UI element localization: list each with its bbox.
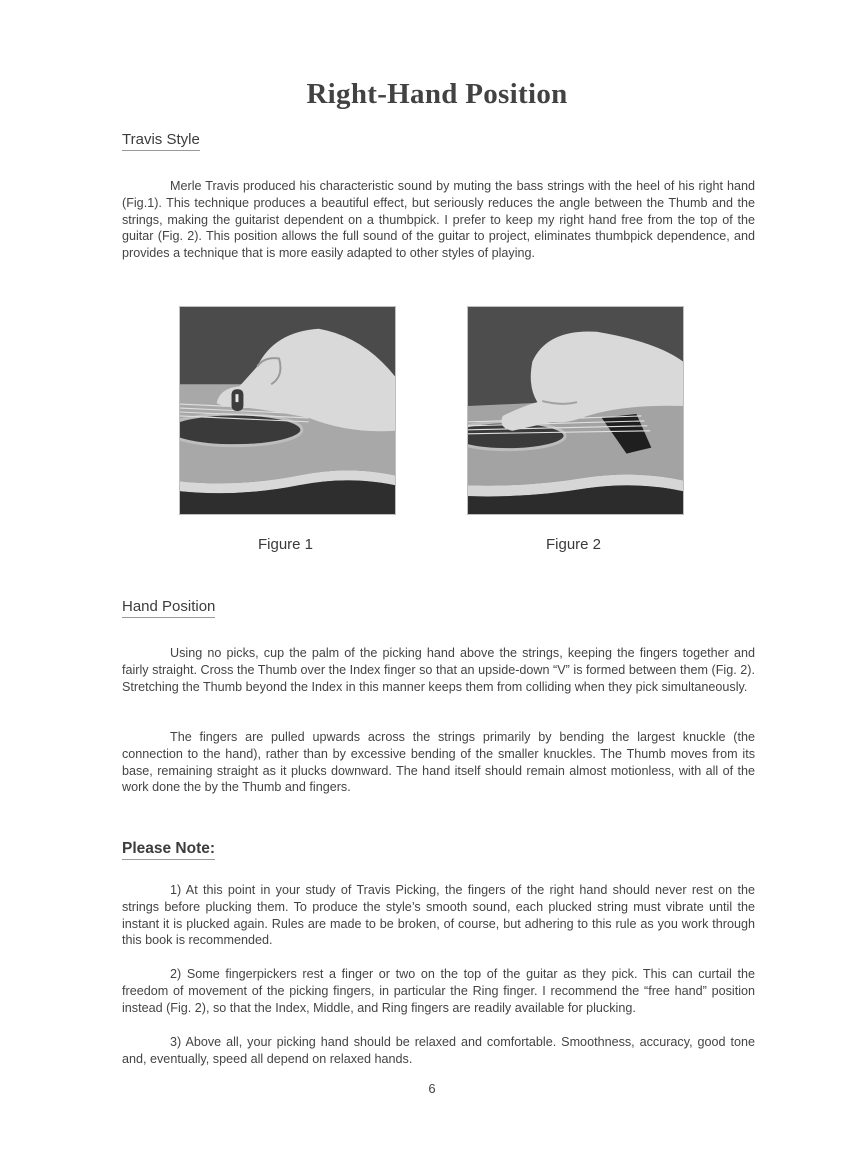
- paragraph-text: Using no picks, cup the palm of the picking hand above the strings, keeping the fingers together and fairly straight. Cross the Thumb over the Index finger so that an upside-down “V” is formed between them (Fig. 2). Stretching the Thumb beyond the Index in this manner keeps them from colliding when they pick simultaneously.: [122, 646, 755, 694]
- note-paragraph-1: [122, 882, 755, 949]
- heading-travis-style: Travis Style: [122, 131, 200, 151]
- figure-1-caption: Figure 1: [258, 536, 314, 553]
- note-paragraph-3: [122, 1034, 755, 1068]
- paragraph-text: Merle Travis produced his characteristic sound by muting the bass strings with the heel of his right hand (Fig.1). This technique produces a beautiful effect, but seriously reduces the angle between the Thumb and the strings, making the guitarist dependent on a thumbpick. I prefer to keep my right hand free from the top of the guitar (Fig. 2). This position allows the full sound of the guitar to project, eliminates thumbpick dependence, and provides a technique that is more easily adapted to other styles of playing.: [122, 179, 755, 261]
- paragraph-text: 3) Above all, your picking hand should be relaxed and comfortable. Smoothness, accuracy, good tone and, eventually, speed all depend on relaxed hands.: [122, 1035, 755, 1066]
- paragraph-travis-style: [122, 178, 755, 262]
- figure-2-photo: [467, 306, 684, 515]
- paragraph-hand-position-1: [122, 645, 755, 695]
- paragraph-text: 2) Some fingerpickers rest a finger or two on the top of the guitar as they pick. This can curtail the freedom of movement of the picking fingers, in particular the Ring finger. I recommend the “free hand” position instead (Fig. 2), so that the Index, Middle, and Ring fingers are readily available for plucking.: [122, 967, 755, 1015]
- heading-hand-position: Hand Position: [122, 598, 215, 618]
- page-title: Right-Hand Position: [306, 78, 568, 110]
- paragraph-text: The fingers are pulled upwards across the strings primarily by bending the largest knuckle (the connection to the hand), rather than by excessive bending of the smaller knuckles. The Thumb moves from its base, remaining straight as it plucks downward. The hand itself should remain almost motionless, with all of the work done the by the Thumb and fingers.: [122, 730, 755, 795]
- page-number: 6: [428, 1081, 436, 1096]
- paragraph-text: 1) At this point in your study of Travis Picking, the fingers of the right hand should never rest on the strings before plucking them. To produce the style’s smooth sound, each plucked string must vibrate until the instant it is plucked again. Rules are made to be broken, of course, but adhering to this rule as you work through this book is recommended.: [122, 883, 755, 948]
- heading-please-note: Please Note:: [122, 840, 215, 860]
- paragraph-hand-position-2: [122, 729, 755, 796]
- figure-2-caption: Figure 2: [546, 536, 602, 553]
- figure-1-photo: [179, 306, 396, 515]
- hand-thumbpick-photo-illustration: [180, 307, 395, 514]
- free-hand-photo-illustration: [468, 307, 683, 514]
- note-paragraph-2: [122, 966, 755, 1016]
